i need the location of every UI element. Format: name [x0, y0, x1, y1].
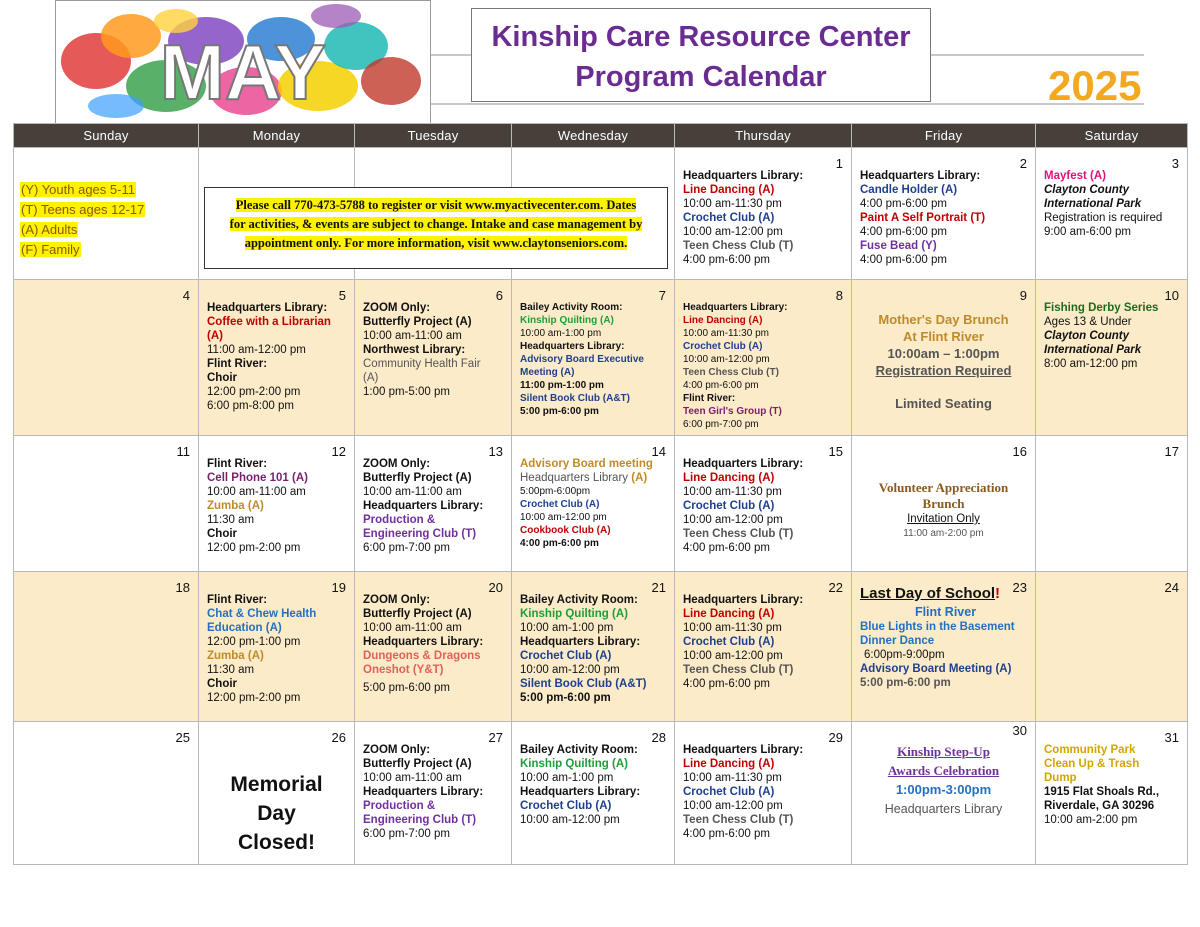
event-time: 10:00 am-2:00 pm [1044, 814, 1138, 826]
event-time: 9:00 am-6:00 pm [1044, 226, 1131, 238]
event-title: Volunteer Appreciation [878, 480, 1009, 495]
day-cell-21 [512, 572, 675, 722]
event-time: 8:00 am-12:00 pm [1044, 358, 1138, 370]
event-time: 10:00 am-11:30 pm [683, 328, 769, 339]
event-title: Chat & Chew Health [207, 608, 317, 620]
event-title: Teen Chess Club (T) [683, 814, 794, 826]
day-cell-12 [199, 436, 355, 572]
weekday-header: Monday [199, 124, 355, 148]
day-number: 18 [175, 580, 190, 595]
location-label: Headquarters Library: [683, 744, 804, 756]
day-number: 19 [331, 580, 346, 595]
event-time: 10:00 am-1:00 pm [520, 328, 602, 339]
paint-splash-image [56, 1, 430, 123]
event-title: Fuse Bead (Y) [860, 240, 937, 252]
day-number: 10 [1164, 288, 1179, 303]
event-note: Registration is required [1044, 212, 1163, 224]
logo-text: MAY [159, 28, 327, 116]
event-time: 10:00 am-12:00 pm [683, 354, 770, 365]
event-note: Ages 13 & Under [1044, 316, 1132, 328]
day-cell-6 [355, 280, 512, 436]
day-cell-9 [852, 280, 1036, 436]
event-title: Paint A Self Portrait (T) [860, 212, 986, 224]
event-title: Teen Chess Club (T) [683, 664, 794, 676]
event-title: (A) [363, 372, 379, 384]
location-label: Headquarters Library: [683, 594, 804, 606]
event-time: 10:00 am-11:30 pm [683, 198, 782, 210]
weekday-header: Sunday [14, 124, 199, 148]
location-label: Flint River: [207, 458, 268, 470]
location-label: Headquarters Library: [520, 341, 625, 352]
day-cell-26 [199, 722, 355, 865]
week-row [14, 572, 1188, 722]
event-time: 10:00 am-12:00 pm [520, 814, 620, 826]
event-time: 4:00 pm-6:00 pm [683, 380, 759, 391]
location-label: International Park [1044, 198, 1142, 210]
day-cell-31 [1036, 722, 1188, 865]
location-label: Headquarters Library: [520, 786, 641, 798]
title-box [471, 8, 931, 102]
location-label: Headquarters Library: [207, 302, 328, 314]
event-time: 10:00am – 1:00pm [887, 346, 1000, 361]
day-number: 1 [835, 156, 843, 171]
location-label: Headquarters Library: [683, 302, 788, 313]
location-label: Clayton County [1044, 184, 1129, 196]
day-number: 3 [1171, 156, 1179, 171]
event-time: 5:00 pm-6:00 pm [520, 406, 599, 417]
event-time: 10:00 am-12:00 pm [520, 512, 607, 523]
week-row [14, 722, 1188, 865]
divider-line [931, 54, 1144, 56]
event-time: 4:00 pm-6:00 pm [860, 254, 947, 266]
event-title: (A) [207, 330, 223, 342]
day-number: 20 [488, 580, 503, 595]
event-title: Line Dancing (A) [683, 184, 775, 196]
location-label: Headquarters Library [884, 802, 1003, 816]
day-number: 29 [828, 730, 843, 745]
event-title: Teen Girl's Group (T) [683, 406, 782, 417]
event-time: 6:00 pm-7:00 pm [683, 419, 759, 430]
event-title: Candle Holder (A) [860, 184, 958, 196]
event-time: 4:00 pm-6:00 pm [860, 198, 947, 210]
divider-line [431, 54, 471, 56]
event-title: Crochet Club (A) [683, 500, 775, 512]
day-cell-25 [14, 722, 199, 865]
event-title: Crochet Club (A) [520, 650, 612, 662]
event-title: Community Health Fair [363, 358, 481, 370]
event-title: Dungeons & Dragons [363, 650, 481, 662]
day-number: 21 [651, 580, 666, 595]
location-label: Clayton County [1044, 330, 1129, 342]
location-label: Flint River: [207, 358, 268, 370]
divider-line [431, 103, 1144, 105]
day-number: 12 [331, 444, 346, 459]
day-number: 14 [651, 444, 666, 459]
event-time: 12:00 pm-1:00 pm [207, 636, 301, 648]
location-label: Headquarters Library: [683, 170, 804, 182]
day-number: 28 [651, 730, 666, 745]
event-title: Line Dancing (A) [683, 758, 775, 770]
address-line: Riverdale, GA 30296 [1044, 800, 1155, 812]
age-legend [14, 148, 198, 260]
event-time: 6:00 pm-8:00 pm [207, 400, 294, 412]
event-title: Butterfly Project (A) [363, 316, 472, 328]
exclamation-mark: ! [995, 585, 1001, 602]
event-title: Kinship Quilting (A) [520, 758, 628, 770]
location-label: Flint River [914, 605, 977, 619]
event-time: 1:00 pm-5:00 pm [363, 386, 450, 398]
event-title: Butterfly Project (A) [363, 608, 472, 620]
event-time: 10:00 am-12:00 pm [683, 650, 783, 662]
day-number: 4 [182, 288, 190, 303]
day-cell-23 [852, 572, 1036, 722]
event-title: Teen Chess Club (T) [683, 367, 779, 378]
holiday-label: Memorial [230, 773, 323, 796]
event-title: Crochet Club (A) [683, 341, 763, 352]
day-cell-4 [14, 280, 199, 436]
event-title: Awards Celebration [887, 763, 1000, 778]
event-time: 10:00 am-11:00 am [207, 486, 306, 498]
event-title: Choir [207, 372, 238, 384]
event-title: Advisory Board Executive [520, 354, 644, 365]
notice-line: appointment only. For more information, visit www.claytonseniors.com. [244, 236, 628, 250]
notice-line: Please call 770-473-5788 to register or visit www.myactivecenter.com. Dates [235, 198, 637, 212]
legend-item: (F) Family [21, 242, 80, 257]
event-title: Education (A) [207, 622, 282, 634]
event-title: Dump [1044, 772, 1077, 784]
weekday-header: Wednesday [512, 124, 675, 148]
event-time: 5:00pm-6:00pm [520, 486, 591, 497]
event-title: Cookbook Club (A) [520, 525, 611, 536]
event-title: Crochet Club (A) [520, 800, 612, 812]
location-label: Flint River: [683, 393, 736, 404]
legend-item: (T) Teens ages 12-17 [21, 202, 145, 217]
event-time: 5:00 pm-6:00 pm [363, 682, 450, 694]
weekday-header: Tuesday [355, 124, 512, 148]
event-title: Crochet Club (A) [520, 499, 600, 510]
location-label: International Park [1044, 344, 1142, 356]
event-time: 10:00 am-12:00 pm [520, 664, 620, 676]
event-time: 4:00 pm-6:00 pm [683, 542, 770, 554]
location-label: Northwest Library: [363, 344, 466, 356]
legend-item: (Y) Youth ages 5-11 [21, 182, 135, 197]
page-title: Kinship Care Resource Center [491, 21, 911, 53]
day-number: 13 [488, 444, 503, 459]
event-title: Choir [207, 678, 238, 690]
event-time: 10:00 am-1:00 pm [520, 772, 614, 784]
day-cell-7 [512, 280, 675, 436]
day-cell-10 [1036, 280, 1188, 436]
event-note: Registration Required [875, 363, 1012, 378]
location-label: Headquarters Library: [520, 636, 641, 648]
event-title: Production & [363, 514, 436, 526]
location-label: Headquarters Library: [363, 636, 484, 648]
day-number: 6 [495, 288, 503, 303]
event-time: 11:00 am-2:00 pm [903, 528, 984, 539]
event-location: At Flint River [903, 329, 984, 344]
event-time: 10:00 am-12:00 pm [683, 514, 783, 526]
event-title: Silent Book Club (A&T) [520, 393, 630, 404]
event-time: 4:00 pm-6:00 pm [683, 678, 770, 690]
day-cell-11 [14, 436, 199, 572]
notice-line: for activities, & events are subject to change. Intake and case management by [229, 217, 643, 231]
location-label: Bailey Activity Room: [520, 744, 638, 756]
may-logo [55, 0, 431, 124]
page-subtitle: Program Calendar [575, 61, 827, 93]
location-label: Headquarters Library: [363, 500, 484, 512]
day-cell-29 [675, 722, 852, 865]
event-title: Zumba (A) [207, 650, 264, 662]
event-title: Community Park [1044, 744, 1136, 756]
event-time: 5:00 pm-6:00 pm [520, 692, 611, 704]
event-title: Line Dancing (A) [683, 608, 775, 620]
event-title: Zumba (A) [207, 500, 264, 512]
event-time: 5:00 pm-6:00 pm [860, 677, 951, 689]
event-time: 6:00pm-9:00pm [864, 649, 945, 661]
event-time: 4:00 pm-6:00 pm [860, 226, 947, 238]
event-time: 10:00 am-11:00 am [363, 772, 462, 784]
weekday-header: Friday [852, 124, 1036, 148]
event-title: Blue Lights in the Basement [860, 621, 1015, 633]
event-title: Butterfly Project (A) [363, 758, 472, 770]
event-title: Choir [207, 528, 238, 540]
event-title: Clean Up & Trash [1044, 758, 1140, 770]
event-time: 1:00pm-3:00pm [895, 782, 992, 797]
location-label: Headquarters Library [520, 472, 629, 484]
day-number: 15 [828, 444, 843, 459]
day-cell-1 [675, 148, 852, 280]
event-title: Last Day of School [860, 585, 996, 602]
event-time: 4:00 pm-6:00 pm [520, 538, 599, 549]
day-number: 22 [828, 580, 843, 595]
event-title: Production & [363, 800, 436, 812]
day-cell-13 [355, 436, 512, 572]
event-title: Kinship Step-Up [897, 744, 990, 759]
event-time: 10:00 am-11:30 pm [683, 486, 782, 498]
day-cell-19 [199, 572, 355, 722]
week-row [14, 436, 1188, 572]
event-time: 10:00 am-11:00 am [363, 622, 462, 634]
day-number: 5 [338, 288, 346, 303]
event-time: 11:00 pm-1:00 pm [520, 380, 604, 391]
day-cell-18 [14, 572, 199, 722]
event-title: Engineering Club (T) [363, 814, 477, 826]
event-time: 10:00 am-11:30 pm [683, 772, 782, 784]
weekday-header: Saturday [1036, 124, 1188, 148]
day-number: 9 [1019, 288, 1027, 303]
event-title: Crochet Club (A) [683, 212, 775, 224]
day-cell-28 [512, 722, 675, 865]
day-number: 8 [835, 288, 843, 303]
event-title: Crochet Club (A) [683, 636, 775, 648]
event-time: 12:00 pm-2:00 pm [207, 386, 301, 398]
event-title: Teen Chess Club (T) [683, 528, 794, 540]
day-cell-16 [852, 436, 1036, 572]
event-time: 10:00 am-11:00 am [363, 330, 462, 342]
event-title: Kinship Quilting (A) [520, 608, 628, 620]
event-time: 6:00 pm-7:00 pm [363, 542, 450, 554]
day-number: 16 [1012, 444, 1027, 459]
year-label: 2025 [1048, 62, 1142, 109]
day-cell-8 [675, 280, 852, 436]
location-label: Flint River: [207, 594, 268, 606]
location-label: ZOOM Only: [363, 302, 431, 314]
event-title: Line Dancing (A) [683, 472, 775, 484]
event-time: 6:00 pm-7:00 pm [363, 828, 450, 840]
event-time: 10:00 am-12:00 pm [683, 800, 783, 812]
event-title: Silent Book Club (A&T) [520, 678, 647, 690]
location-label: ZOOM Only: [363, 458, 431, 470]
day-number: 11 [176, 444, 190, 459]
event-title: Mother's Day Brunch [878, 312, 1009, 327]
day-cell-17 [1036, 436, 1188, 572]
day-cell-20 [355, 572, 512, 722]
event-time: 10:00 am-1:00 pm [520, 622, 614, 634]
event-title: Teen Chess Club (T) [683, 240, 794, 252]
event-title: Crochet Club (A) [683, 786, 775, 798]
location-label: Bailey Activity Room: [520, 594, 638, 606]
day-cell-5 [199, 280, 355, 436]
day-cell-2 [852, 148, 1036, 280]
day-number: 25 [175, 730, 190, 745]
event-time: 4:00 pm-6:00 pm [683, 254, 770, 266]
legend-item: (A) Adults [21, 222, 78, 237]
registration-notice [204, 187, 668, 269]
day-cell-3 [1036, 148, 1188, 280]
day-number: 26 [331, 730, 346, 745]
event-title: Fishing Derby Series [1044, 302, 1159, 314]
event-time: 4:00 pm-6:00 pm [683, 828, 770, 840]
day-number: 2 [1019, 156, 1027, 171]
event-note: Limited Seating [895, 396, 992, 411]
event-title: Dinner Dance [860, 635, 935, 647]
event-title: Line Dancing (A) [683, 315, 763, 326]
day-cell-22 [675, 572, 852, 722]
event-title: Meeting (A) [520, 367, 575, 378]
weekday-header: Thursday [675, 124, 852, 148]
age-tag: (A) [631, 472, 648, 484]
event-title: Coffee with a Librarian [207, 316, 331, 328]
day-number: 30 [1012, 723, 1027, 738]
event-time: 10:00 am-11:30 pm [683, 622, 782, 634]
event-title: Oneshot (Y&T) [363, 664, 444, 676]
closed-label: Closed! [237, 831, 315, 854]
day-cell-30 [852, 722, 1036, 865]
day-cell-14 [512, 436, 675, 572]
location-label: Headquarters Library: [683, 458, 804, 470]
event-title: Advisory Board meeting [520, 458, 653, 470]
event-time: 12:00 pm-2:00 pm [207, 692, 301, 704]
week-row [14, 280, 1188, 436]
day-number: 27 [488, 730, 503, 745]
event-title: Brunch [922, 496, 965, 511]
event-time: 11:00 am-12:00 pm [207, 344, 306, 356]
location-label: Bailey Activity Room: [520, 302, 623, 313]
day-cell-27 [355, 722, 512, 865]
event-time: 12:00 pm-2:00 pm [207, 542, 301, 554]
location-label: Headquarters Library: [363, 786, 484, 798]
holiday-label: Day [257, 802, 296, 825]
event-title: Cell Phone 101 (A) [207, 472, 308, 484]
location-label: ZOOM Only: [363, 744, 431, 756]
day-number: 24 [1164, 580, 1179, 595]
day-cell-24 [1036, 572, 1188, 722]
event-title: Advisory Board Meeting (A) [860, 663, 1012, 675]
location-label: ZOOM Only: [363, 594, 431, 606]
address-line: 1915 Flat Shoals Rd., [1044, 786, 1160, 798]
event-time: 11:30 am [207, 514, 255, 526]
day-number: 7 [658, 288, 666, 303]
location-label: Headquarters Library: [860, 170, 981, 182]
event-time: 11:30 am [207, 664, 255, 676]
day-cell-15 [675, 436, 852, 572]
day-number: 31 [1164, 730, 1179, 745]
event-title: Butterfly Project (A) [363, 472, 472, 484]
event-title: Kinship Quilting (A) [520, 315, 614, 326]
day-number: 23 [1012, 580, 1027, 595]
event-note: Invitation Only [907, 513, 980, 525]
event-title: Mayfest (A) [1044, 170, 1106, 182]
day-number: 17 [1164, 444, 1179, 459]
weekday-header-row [14, 124, 1188, 148]
event-time: 10:00 am-11:00 am [363, 486, 462, 498]
legend-cell [14, 148, 199, 280]
event-title: Engineering Club (T) [363, 528, 477, 540]
event-time: 10:00 am-12:00 pm [683, 226, 783, 238]
